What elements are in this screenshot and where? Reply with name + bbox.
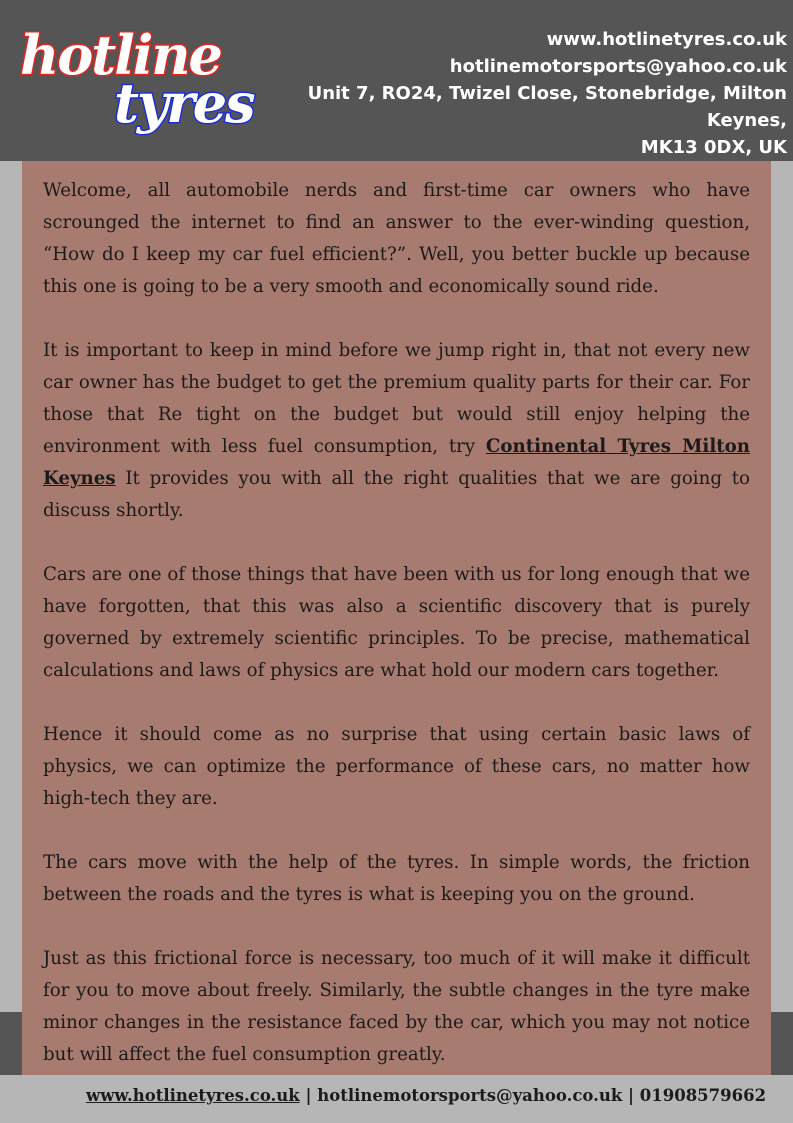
header-email-link[interactable]: hotlinemotorsports@yahoo.co.uk (449, 56, 787, 77)
paragraph-resistance: Just as this frictional force is necessary, too much of it will make it difficult for you to move about freely. Similarly, the subtle changes in the tyre make minor changes in the resistance faced by the car, which you may not notice but will affect the fuel consumption greatly. (43, 948, 750, 1065)
paragraph-budget-text: It is important to keep in mind before we jump right in, that not every new car owner has the budget to get the premium quality parts for their car. For those that Re tight on the budget but would still enjoy helping the environment with less fuel consumption, try (43, 340, 750, 457)
header-address-line2: MK13 0DX, UK (640, 137, 787, 158)
paragraph-science: Cars are one of those things that have been with us for long enough that we have forgotten, that this was also a scientific discovery that is purely governed by extremely scientific principles. To be precise, mathematical calculations and laws of physics are what hold our modern cars together. (43, 564, 750, 681)
footer-website-link[interactable]: www.hotlinetyres.co.uk (86, 1086, 300, 1105)
footer-contact (86, 1086, 786, 1105)
footer-phone[interactable]: 01908579662 (639, 1086, 767, 1105)
paragraph-budget-text-end: It provides you with all the right qualities that we are going to discuss shortly. (43, 468, 750, 521)
header-address-line1: Unit 7, RO24, Twizel Close, Stonebridge, Milton Keynes, (307, 83, 787, 131)
footer-email-link[interactable]: hotlinemotorsports@yahoo.co.uk (317, 1086, 623, 1105)
header-contact (267, 26, 787, 161)
footer-separator: | (622, 1086, 640, 1105)
paragraph-friction: The cars move with the help of the tyres. In simple words, the friction between the roads and the tyres is what is keeping you on the ground. (43, 852, 750, 905)
paragraph-intro: Welcome, all automobile nerds and first-time car owners who have scrounged the internet to find an answer to the ever-winding question, “How do I keep my car fuel efficient?”. Well, you better buckle up because this one is going to be a very smooth and economically sound ride. (43, 180, 750, 297)
continental-tyres-link[interactable]: Continental Tyres Milton Keynes (43, 436, 750, 489)
paragraph-budget (43, 335, 750, 527)
paragraph-physics: Hence it should come as no surprise that using certain basic laws of physics, we can optimize the performance of these cars, no matter how high-tech they are. (43, 724, 750, 809)
page-header (0, 0, 793, 161)
header-website-link[interactable]: www.hotlinetyres.co.uk (546, 29, 787, 50)
logo-word-hotline: hotline (20, 23, 221, 87)
article-body (22, 161, 771, 1075)
hotline-tyres-logo[interactable] (16, 18, 256, 136)
footer-separator: | (299, 1086, 318, 1105)
logo-word-tyres: tyres (114, 71, 254, 135)
